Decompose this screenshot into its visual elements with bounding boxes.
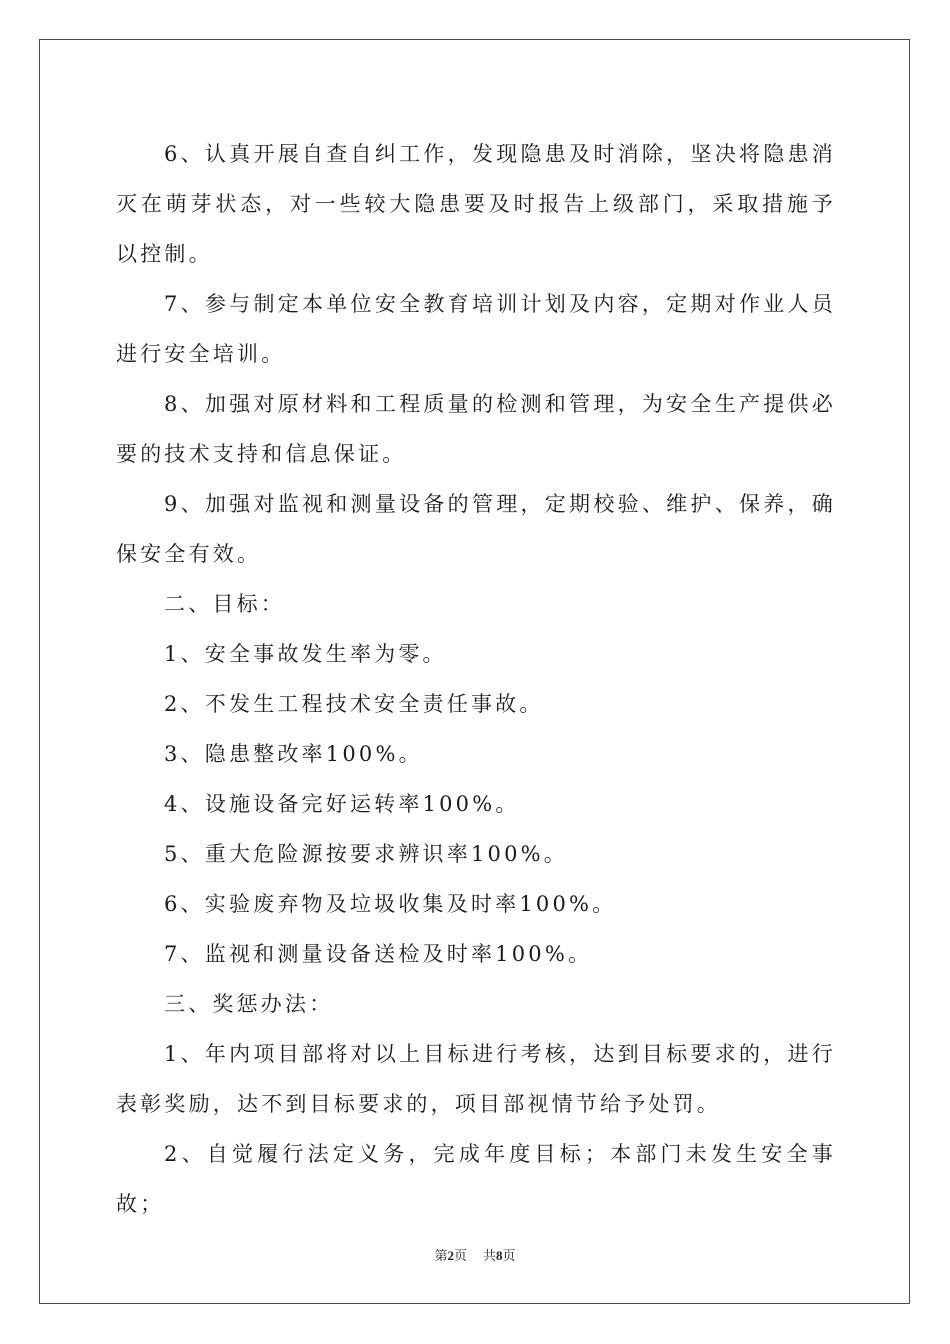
goal-item-4: 4、设施设备完好运转率100%。	[164, 792, 520, 816]
total-prefix: 共	[483, 1249, 497, 1264]
paragraph-8-quality: 8、加强对原材料和工程质量的检测和管理，为安全生产提供必要的技术支持和信息保证。	[116, 392, 836, 466]
page-footer	[0, 1245, 950, 1264]
goal-item-5: 5、重大危险源按要求辨识率100%。	[164, 842, 568, 866]
section-heading-goals: 二、目标：	[164, 592, 285, 616]
paragraph-7-training: 7、参与制定本单位安全教育培训计划及内容，定期对作业人员进行安全培训。	[116, 292, 836, 366]
page-number: 2	[447, 1248, 454, 1263]
reward-item-1: 1、年内项目部将对以上目标进行考核，达到目标要求的，进行表彰奖励，达不到目标要求的，项目部视情节给予处罚。	[116, 1042, 836, 1116]
document-body	[116, 129, 836, 1229]
goal-item-3: 3、隐患整改率100%。	[164, 742, 423, 766]
goal-item-2: 2、不发生工程技术安全责任事故。	[164, 692, 544, 716]
goal-item-7: 7、监视和测量设备送检及时率100%。	[164, 942, 593, 966]
page-prefix: 第	[434, 1249, 448, 1264]
goal-item-6: 6、实验废弃物及垃圾收集及时率100%。	[164, 892, 617, 916]
section-heading-rewards: 三、奖惩办法：	[164, 992, 334, 1016]
total-pages: 8	[496, 1248, 503, 1263]
goal-item-1: 1、安全事故发生率为零。	[164, 642, 447, 666]
paragraph-9-equipment: 9、加强对监视和测量设备的管理，定期校验、维护、保养，确保安全有效。	[116, 492, 836, 566]
paragraph-6-self-check: 6、认真开展自查自纠工作，发现隐患及时消除，坚决将隐患消灭在萌芽状态，对一些较大隐患要及时报告上级部门，采取措施予以控制。	[116, 142, 836, 266]
page-suffix: 页	[453, 1249, 467, 1264]
reward-item-2: 2、自觉履行法定义务，完成年度目标；本部门未发生安全事故；	[116, 1142, 836, 1216]
total-suffix: 页	[502, 1249, 516, 1264]
